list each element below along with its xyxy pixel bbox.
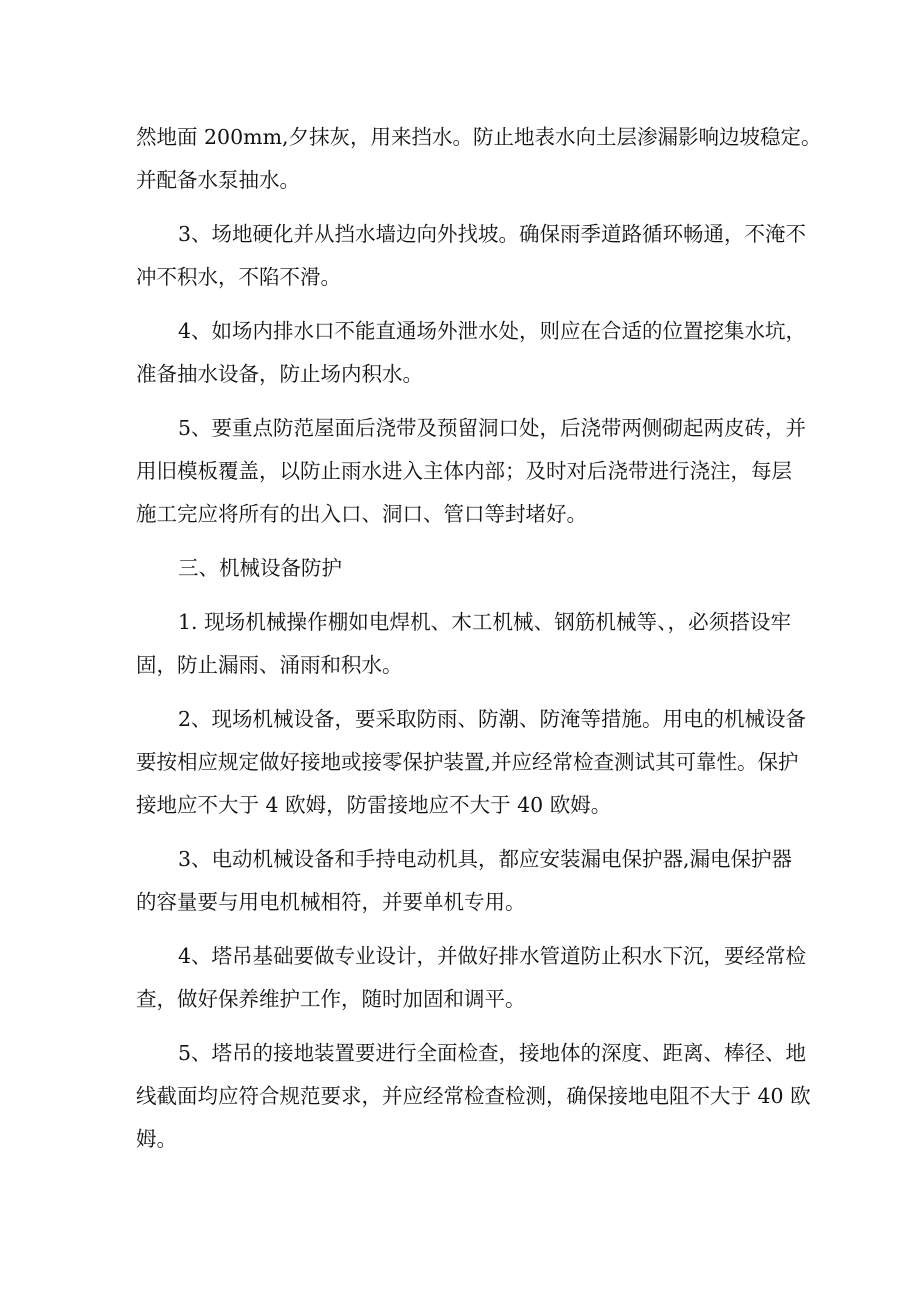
paragraph-line: 查，做好保养维护工作，随时加固和调平。 <box>136 987 526 1011</box>
paragraph-line: 施工完应将所有的出入口、洞口、管口等封堵好。 <box>136 502 587 526</box>
paragraph-line: 固，防止漏雨、涌雨和积水。 <box>136 653 403 677</box>
paragraph-item-3-site-hardening <box>136 213 807 299</box>
paragraph-line: 并配备水泵抽水。 <box>136 168 300 192</box>
paragraph-line: 4、塔吊基础要做专业设计，并做好排水管道防止积水下沉，要经常检 <box>178 944 807 968</box>
document-body <box>136 116 822 1172</box>
paragraph-line: 5、要重点防范屋面后浇带及预留洞口处，后浇带两侧砌起两皮砖，并 <box>178 416 807 440</box>
paragraph-line: 2、现场机械设备，要采取防雨、防潮、防淹等措施。用电的机械设备 <box>178 707 807 731</box>
paragraph-item-2-equipment-grounding <box>136 698 807 827</box>
paragraph-line: 线截面均应符合规范要求，并应经常检查检测，确保接地电阻不大于 40 欧 <box>136 1084 811 1108</box>
paragraph-line: 然地面 200mm,夕抹灰，用来挡水。防止地表水向土层渗漏影响边坡稳定。 <box>136 125 822 149</box>
paragraph-item-1-machine-shed <box>136 601 791 687</box>
paragraph-item-4-crane-foundation <box>136 935 807 1021</box>
paragraph-line: 5、塔吊的接地装置要进行全面检查，接地体的深度、距离、棒径、地 <box>178 1041 807 1065</box>
paragraph-item-4-drain-outlet <box>136 310 807 396</box>
paragraph-line: 4、如场内排水口不能直通场外泄水处，则应在合适的位置挖集水坑， <box>178 319 807 343</box>
section-heading-machinery-protection <box>136 547 791 590</box>
paragraph-line: 准备抽水设备，防止场内积水。 <box>136 362 423 386</box>
paragraph-line: 用旧模板覆盖，以防止雨水进入主体内部；及时对后浇带进行浇注，每层 <box>136 459 792 483</box>
paragraph-line: 3、电动机械设备和手持电动机具，都应安装漏电保护器,漏电保护器 <box>178 847 793 871</box>
paragraph-line: 接地应不大于 4 欧姆，防雷接地应不大于 40 欧姆。 <box>136 793 612 817</box>
paragraph-item-5-crane-grounding <box>136 1032 811 1161</box>
paragraph-line: 冲不积水，不陷不滑。 <box>136 265 341 289</box>
paragraph-line: 姆。 <box>136 1127 177 1151</box>
paragraph-item-3-leakage-protector <box>136 838 791 924</box>
paragraph-drainage-wall <box>136 116 822 202</box>
paragraph-line: 的容量要与用电机械相符，并要单机专用。 <box>136 890 526 914</box>
paragraph-line: 要按相应规定做好接地或接零保护装置,并应经常检查测试其可靠性。保护 <box>136 750 799 774</box>
paragraph-line: 3、场地硬化并从挡水墙边向外找坡。确保雨季道路循环畅通，不淹不 <box>178 222 807 246</box>
paragraph-item-5-post-pour-strip <box>136 407 807 536</box>
paragraph-line: 1. 现场机械操作棚如电焊机、木工机械、钢筋机械等、，必须搭设牢 <box>178 610 791 634</box>
section-heading: 三、机械设备防护 <box>178 556 342 580</box>
